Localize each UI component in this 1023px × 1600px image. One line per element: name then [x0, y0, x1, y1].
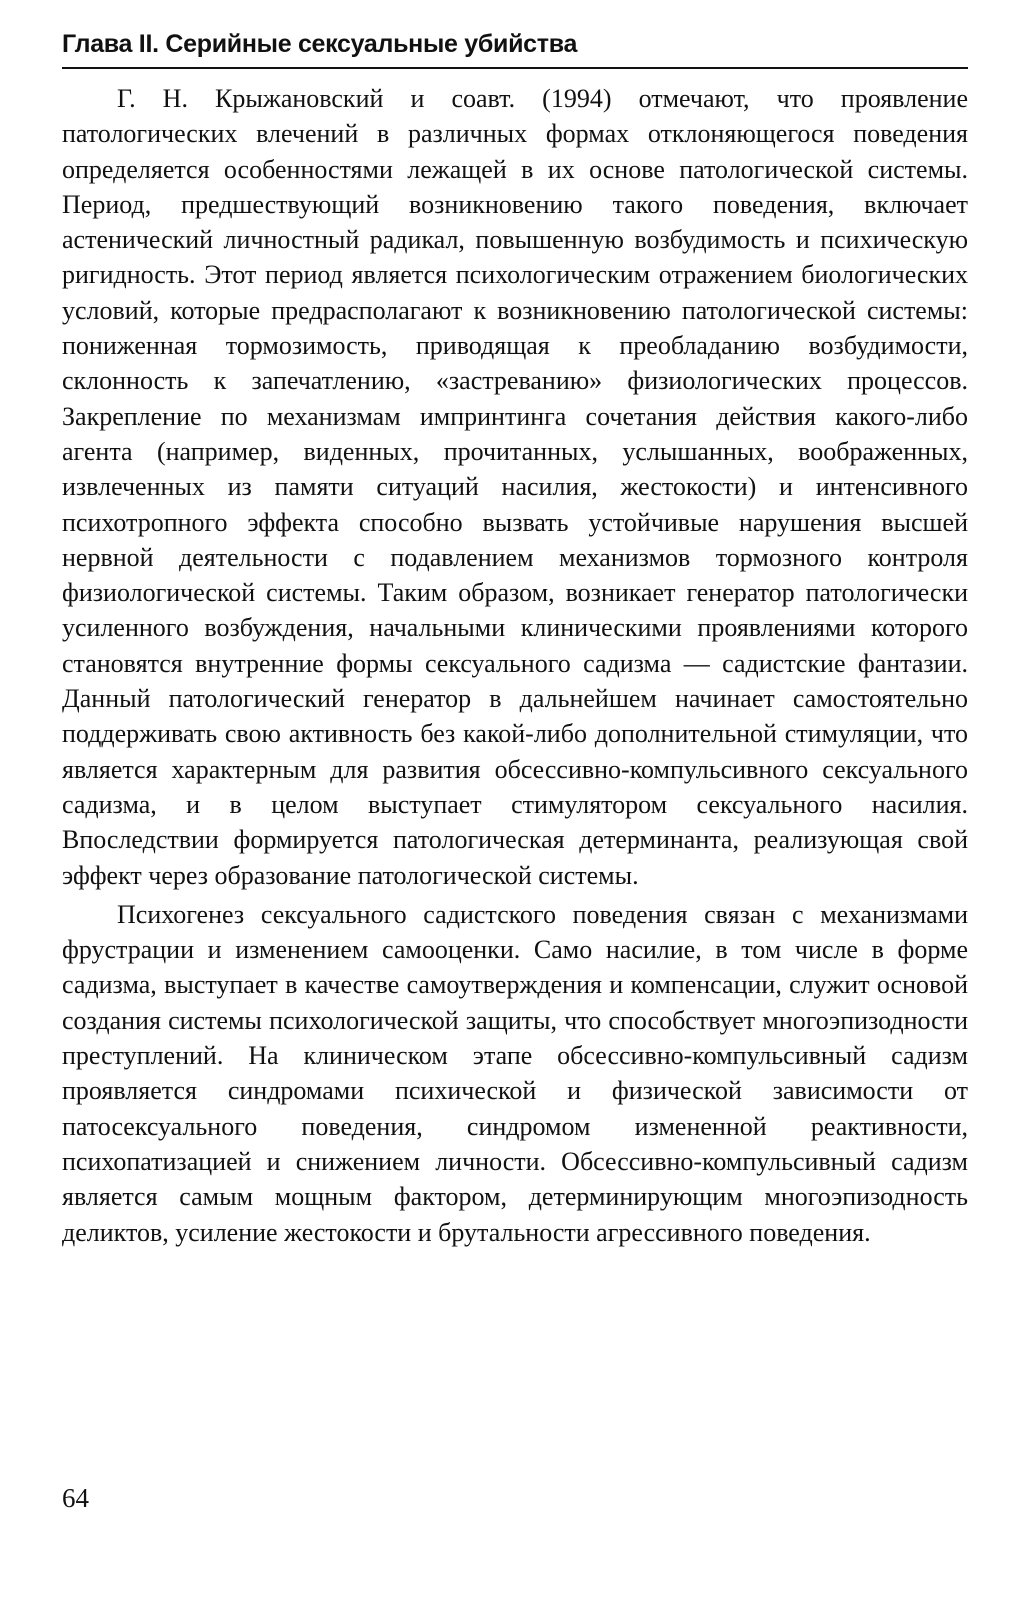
book-page: [62, 28, 968, 1250]
paragraph-2: Психогенез сексуального садистского поведения связан с механизмами фрустрации и изменением самооценки. Само насилие, в том числе в форме садизма, выступает в качестве самоутверждения и компенсации, служит основой создания системы психологической защиты, что способствует многоэпизодности преступлений. На клиническом этапе обсессивно-компульсивный садизм проявляется синдромами психической и физической зависимости от патосексуального поведения, синдромом измененной реактивности, психопатизацией и снижением личности. Обсессивно-компульсивный садизм является самым мощным фактором, детерминирующим многоэпизодность деликтов, усиление жестокости и брутальности агрессивного поведения.: [62, 899, 968, 1247]
paragraph-1: Г. Н. Крыжановский и соавт. (1994) отмечают, что проявление патологических влечений в различных формах отклоняющегося поведения определяется особенностями лежащей в их основе патологической системы. Период, предшествующий возникновению такого поведения, включает астенический личностный радикал, повышенную возбудимость и психическую ригидность. Этот период является психологическим отражением биологических условий, которые предрасполагают к возникновению патологической системы: пониженная тормозимость, приводящая к преобладанию возбудимости, склонность к запечатлению, «застреванию» физиологических процессов. Закрепление по механизмам импринтинга сочетания действия какого-либо агента (например, виденных, прочитанных, услышанных, воображенных, извлеченных из памяти ситуаций насилия, жестокости) и интенсивного психотропного эффекта способно вызвать устойчивые нарушения высшей нервной деятельности с подавлением механизмов тормозного контроля физиологической системы. Таким образом, возникает генератор патологически усиленного возбуждения, начальными клиническими проявлениями которого становятся внутренние формы сексуального садизма — садистские фантазии. Данный патологический генератор в дальнейшем начинает самостоятельно поддерживать свою активность без какой-либо дополнительной стимуляции, что является характерным для развития обсессивно-компульсивного сексуального садизма, и в целом выступает стимулятором сексуального насилия. Впоследствии формируется патологическая детерминанта, реализующая свой эффект через образование патологической системы.: [62, 84, 968, 890]
body-text: [62, 81, 968, 1250]
running-head-title: Глава II. Серийные сексуальные убийства: [62, 28, 968, 69]
page-number: 64: [62, 1483, 89, 1513]
